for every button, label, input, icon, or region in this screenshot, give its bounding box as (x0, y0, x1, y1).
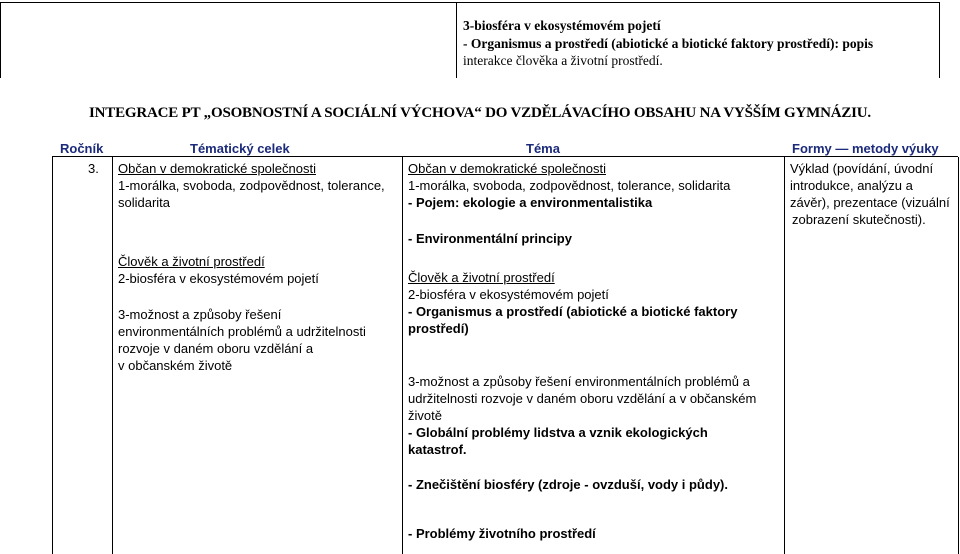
celek-title-1: Občan v demokratické společnosti (118, 161, 316, 176)
top-line-3: interakce člověka a životní prostředí. (463, 53, 663, 68)
tema-line-13: - Problémy životního prostředí (408, 526, 596, 541)
cell-tematicky-celek (118, 160, 400, 374)
border-right (939, 2, 940, 78)
tema-line-12: - Znečištění biosféry (zdroje - ovzduší, vody i půdy). (408, 477, 728, 492)
cell-rocnik: 3. (88, 161, 99, 176)
tema-line-6: prostředí) (408, 321, 469, 336)
top-line-2: - Organismus a prostředí (abiotické a biotické faktory prostředí): popis (463, 35, 874, 51)
tema-line-4: 2-biosféra v ekosystémovém pojetí (408, 287, 609, 302)
tema-line-11: katastrof. (408, 442, 467, 457)
top-box-text (463, 17, 935, 70)
integration-heading: INTEGRACE PT „OSOBNOSTNÍ A SOCIÁLNÍ VÝCHOVA“ DO VZDĚLÁVACÍHO OBSAHU NA VYŠŠÍM GYMNÁZIU. (89, 105, 871, 121)
tema-line-5: - Organismus a prostředí (abiotické a biotické faktory (408, 304, 738, 319)
header-formy: Formy — metody výuky (792, 141, 939, 156)
celek-line-1: 1-morálka, svoboda, zodpovědnost, tolerance, (118, 178, 385, 193)
top-line-1: 3-biosféra v ekosystémovém pojetí (463, 18, 661, 33)
tema-line-1: 1-morálka, svoboda, zodpovědnost, tolerance, solidarita (408, 178, 731, 193)
grid-line-3 (402, 157, 403, 554)
header-tematicky-celek: Tématický celek (190, 141, 290, 156)
header-rule (52, 156, 958, 157)
tema-line-8: udržitelnosti rozvoje v daném oboru vzdělání a v občanském (408, 391, 757, 406)
tema-line-3: - Environmentální principy (408, 231, 572, 246)
tema-line-9: životě (408, 408, 442, 423)
tema-line-2: - Pojem: ekologie a environmentalistika (408, 195, 653, 210)
header-tema: Téma (526, 141, 560, 156)
celek-line-2: solidarita (118, 195, 171, 210)
celek-title-2: Člověk a životní prostředí (118, 254, 265, 269)
grid-line-1 (52, 157, 53, 554)
border-top-left (0, 2, 456, 3)
grid-line-2 (112, 157, 113, 554)
celek-line-7: v občanském životě (118, 358, 233, 373)
formy-line-2: introdukce, analýzu a (790, 178, 913, 193)
tema-line-10: - Globální problémy lidstva a vznik ekologických (408, 425, 708, 440)
formy-line-1: Výklad (povídání, úvodní (790, 161, 934, 176)
formy-line-3: závěr), prezentace (vizuální (790, 195, 950, 210)
column-divider (456, 2, 457, 78)
celek-line-5: environmentálních problémů a udržitelnosti (118, 324, 366, 339)
border-left (0, 2, 1, 78)
celek-line-6: rozvoje v daném oboru vzdělání a (118, 341, 314, 356)
cell-formy (790, 160, 958, 228)
tema-title-2: Člověk a životní prostředí (408, 270, 555, 285)
grid-line-5 (958, 157, 959, 554)
border-top-right (456, 2, 940, 3)
top-box (0, 0, 940, 78)
formy-line-4: zobrazení skutečnosti). (792, 212, 926, 227)
cell-tema (408, 160, 782, 542)
tema-line-7: 3-možnost a způsoby řešení environmentálních problémů a (408, 374, 750, 389)
tema-title-1: Občan v demokratické společnosti (408, 161, 606, 176)
celek-line-4: 3-možnost a způsoby řešení (118, 307, 282, 322)
header-rocnik: Ročník (60, 141, 104, 156)
table-header (0, 139, 960, 157)
celek-line-3: 2-biosféra v ekosystémovém pojetí (118, 271, 319, 286)
grid-line-4 (784, 157, 785, 554)
